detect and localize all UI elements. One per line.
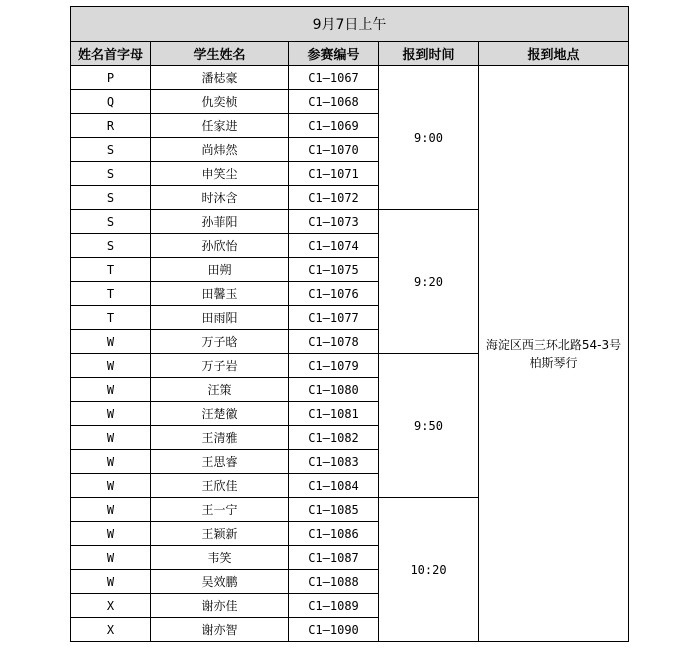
- time-slot-cell: 9:00: [379, 66, 479, 210]
- name-cell: 申笑尘: [151, 162, 289, 186]
- number-cell: C1—1075: [289, 258, 379, 282]
- initial-cell: R: [71, 114, 151, 138]
- name-cell: 孙菲阳: [151, 210, 289, 234]
- number-cell: C1—1077: [289, 306, 379, 330]
- time-slot-cell: 9:50: [379, 354, 479, 498]
- number-cell: C1—1083: [289, 450, 379, 474]
- name-cell: 王颖新: [151, 522, 289, 546]
- header-row: [71, 42, 629, 66]
- number-cell: C1—1074: [289, 234, 379, 258]
- number-cell: C1—1081: [289, 402, 379, 426]
- initial-cell: S: [71, 186, 151, 210]
- name-cell: 潘梽豪: [151, 66, 289, 90]
- name-cell: 韦笑: [151, 546, 289, 570]
- initial-cell: W: [71, 354, 151, 378]
- name-cell: 田雨阳: [151, 306, 289, 330]
- number-cell: C1—1072: [289, 186, 379, 210]
- number-cell: C1—1079: [289, 354, 379, 378]
- number-cell: C1—1071: [289, 162, 379, 186]
- number-cell: C1—1082: [289, 426, 379, 450]
- initial-cell: T: [71, 282, 151, 306]
- header-location: 报到地点: [479, 42, 629, 66]
- number-cell: C1—1089: [289, 594, 379, 618]
- number-cell: C1—1090: [289, 618, 379, 642]
- number-cell: C1—1085: [289, 498, 379, 522]
- name-cell: 谢亦智: [151, 618, 289, 642]
- time-slot-cell: 9:20: [379, 210, 479, 354]
- number-cell: C1—1068: [289, 90, 379, 114]
- initial-cell: W: [71, 426, 151, 450]
- initial-cell: T: [71, 258, 151, 282]
- name-cell: 谢亦佳: [151, 594, 289, 618]
- number-cell: C1—1067: [289, 66, 379, 90]
- number-cell: C1—1086: [289, 522, 379, 546]
- initial-cell: W: [71, 450, 151, 474]
- name-cell: 田朔: [151, 258, 289, 282]
- name-cell: 时沐含: [151, 186, 289, 210]
- header-name: 学生姓名: [151, 42, 289, 66]
- initial-cell: W: [71, 474, 151, 498]
- name-cell: 王清雅: [151, 426, 289, 450]
- name-cell: 仇奕桢: [151, 90, 289, 114]
- initial-cell: S: [71, 234, 151, 258]
- table-title: 9月7日上午: [71, 7, 629, 42]
- schedule-table: [70, 6, 629, 642]
- initial-cell: W: [71, 378, 151, 402]
- title-row: [71, 7, 629, 42]
- name-cell: 任家进: [151, 114, 289, 138]
- number-cell: C1—1073: [289, 210, 379, 234]
- name-cell: 汪策: [151, 378, 289, 402]
- initial-cell: S: [71, 210, 151, 234]
- name-cell: 万子岩: [151, 354, 289, 378]
- name-cell: 田馨玉: [151, 282, 289, 306]
- initial-cell: T: [71, 306, 151, 330]
- initial-cell: W: [71, 546, 151, 570]
- initial-cell: X: [71, 618, 151, 642]
- initial-cell: S: [71, 162, 151, 186]
- initial-cell: Q: [71, 90, 151, 114]
- name-cell: 王欣佳: [151, 474, 289, 498]
- number-cell: C1—1076: [289, 282, 379, 306]
- initial-cell: W: [71, 402, 151, 426]
- location-cell: 海淀区西三环北路54-3号 柏斯琴行: [479, 66, 629, 642]
- number-cell: C1—1069: [289, 114, 379, 138]
- header-number: 参赛编号: [289, 42, 379, 66]
- name-cell: 王一宁: [151, 498, 289, 522]
- number-cell: C1—1084: [289, 474, 379, 498]
- header-initial: 姓名首字母: [71, 42, 151, 66]
- time-slot-cell: 10:20: [379, 498, 479, 642]
- name-cell: 汪楚徽: [151, 402, 289, 426]
- name-cell: 万子晗: [151, 330, 289, 354]
- name-cell: 王思睿: [151, 450, 289, 474]
- number-cell: C1—1080: [289, 378, 379, 402]
- name-cell: 吴效鹏: [151, 570, 289, 594]
- name-cell: 孙欣怡: [151, 234, 289, 258]
- initial-cell: W: [71, 570, 151, 594]
- header-time: 报到时间: [379, 42, 479, 66]
- number-cell: C1—1078: [289, 330, 379, 354]
- initial-cell: P: [71, 66, 151, 90]
- number-cell: C1—1088: [289, 570, 379, 594]
- number-cell: C1—1087: [289, 546, 379, 570]
- number-cell: C1—1070: [289, 138, 379, 162]
- initial-cell: S: [71, 138, 151, 162]
- table-row: [71, 66, 629, 90]
- initial-cell: W: [71, 498, 151, 522]
- name-cell: 尚炜然: [151, 138, 289, 162]
- initial-cell: W: [71, 330, 151, 354]
- initial-cell: W: [71, 522, 151, 546]
- initial-cell: X: [71, 594, 151, 618]
